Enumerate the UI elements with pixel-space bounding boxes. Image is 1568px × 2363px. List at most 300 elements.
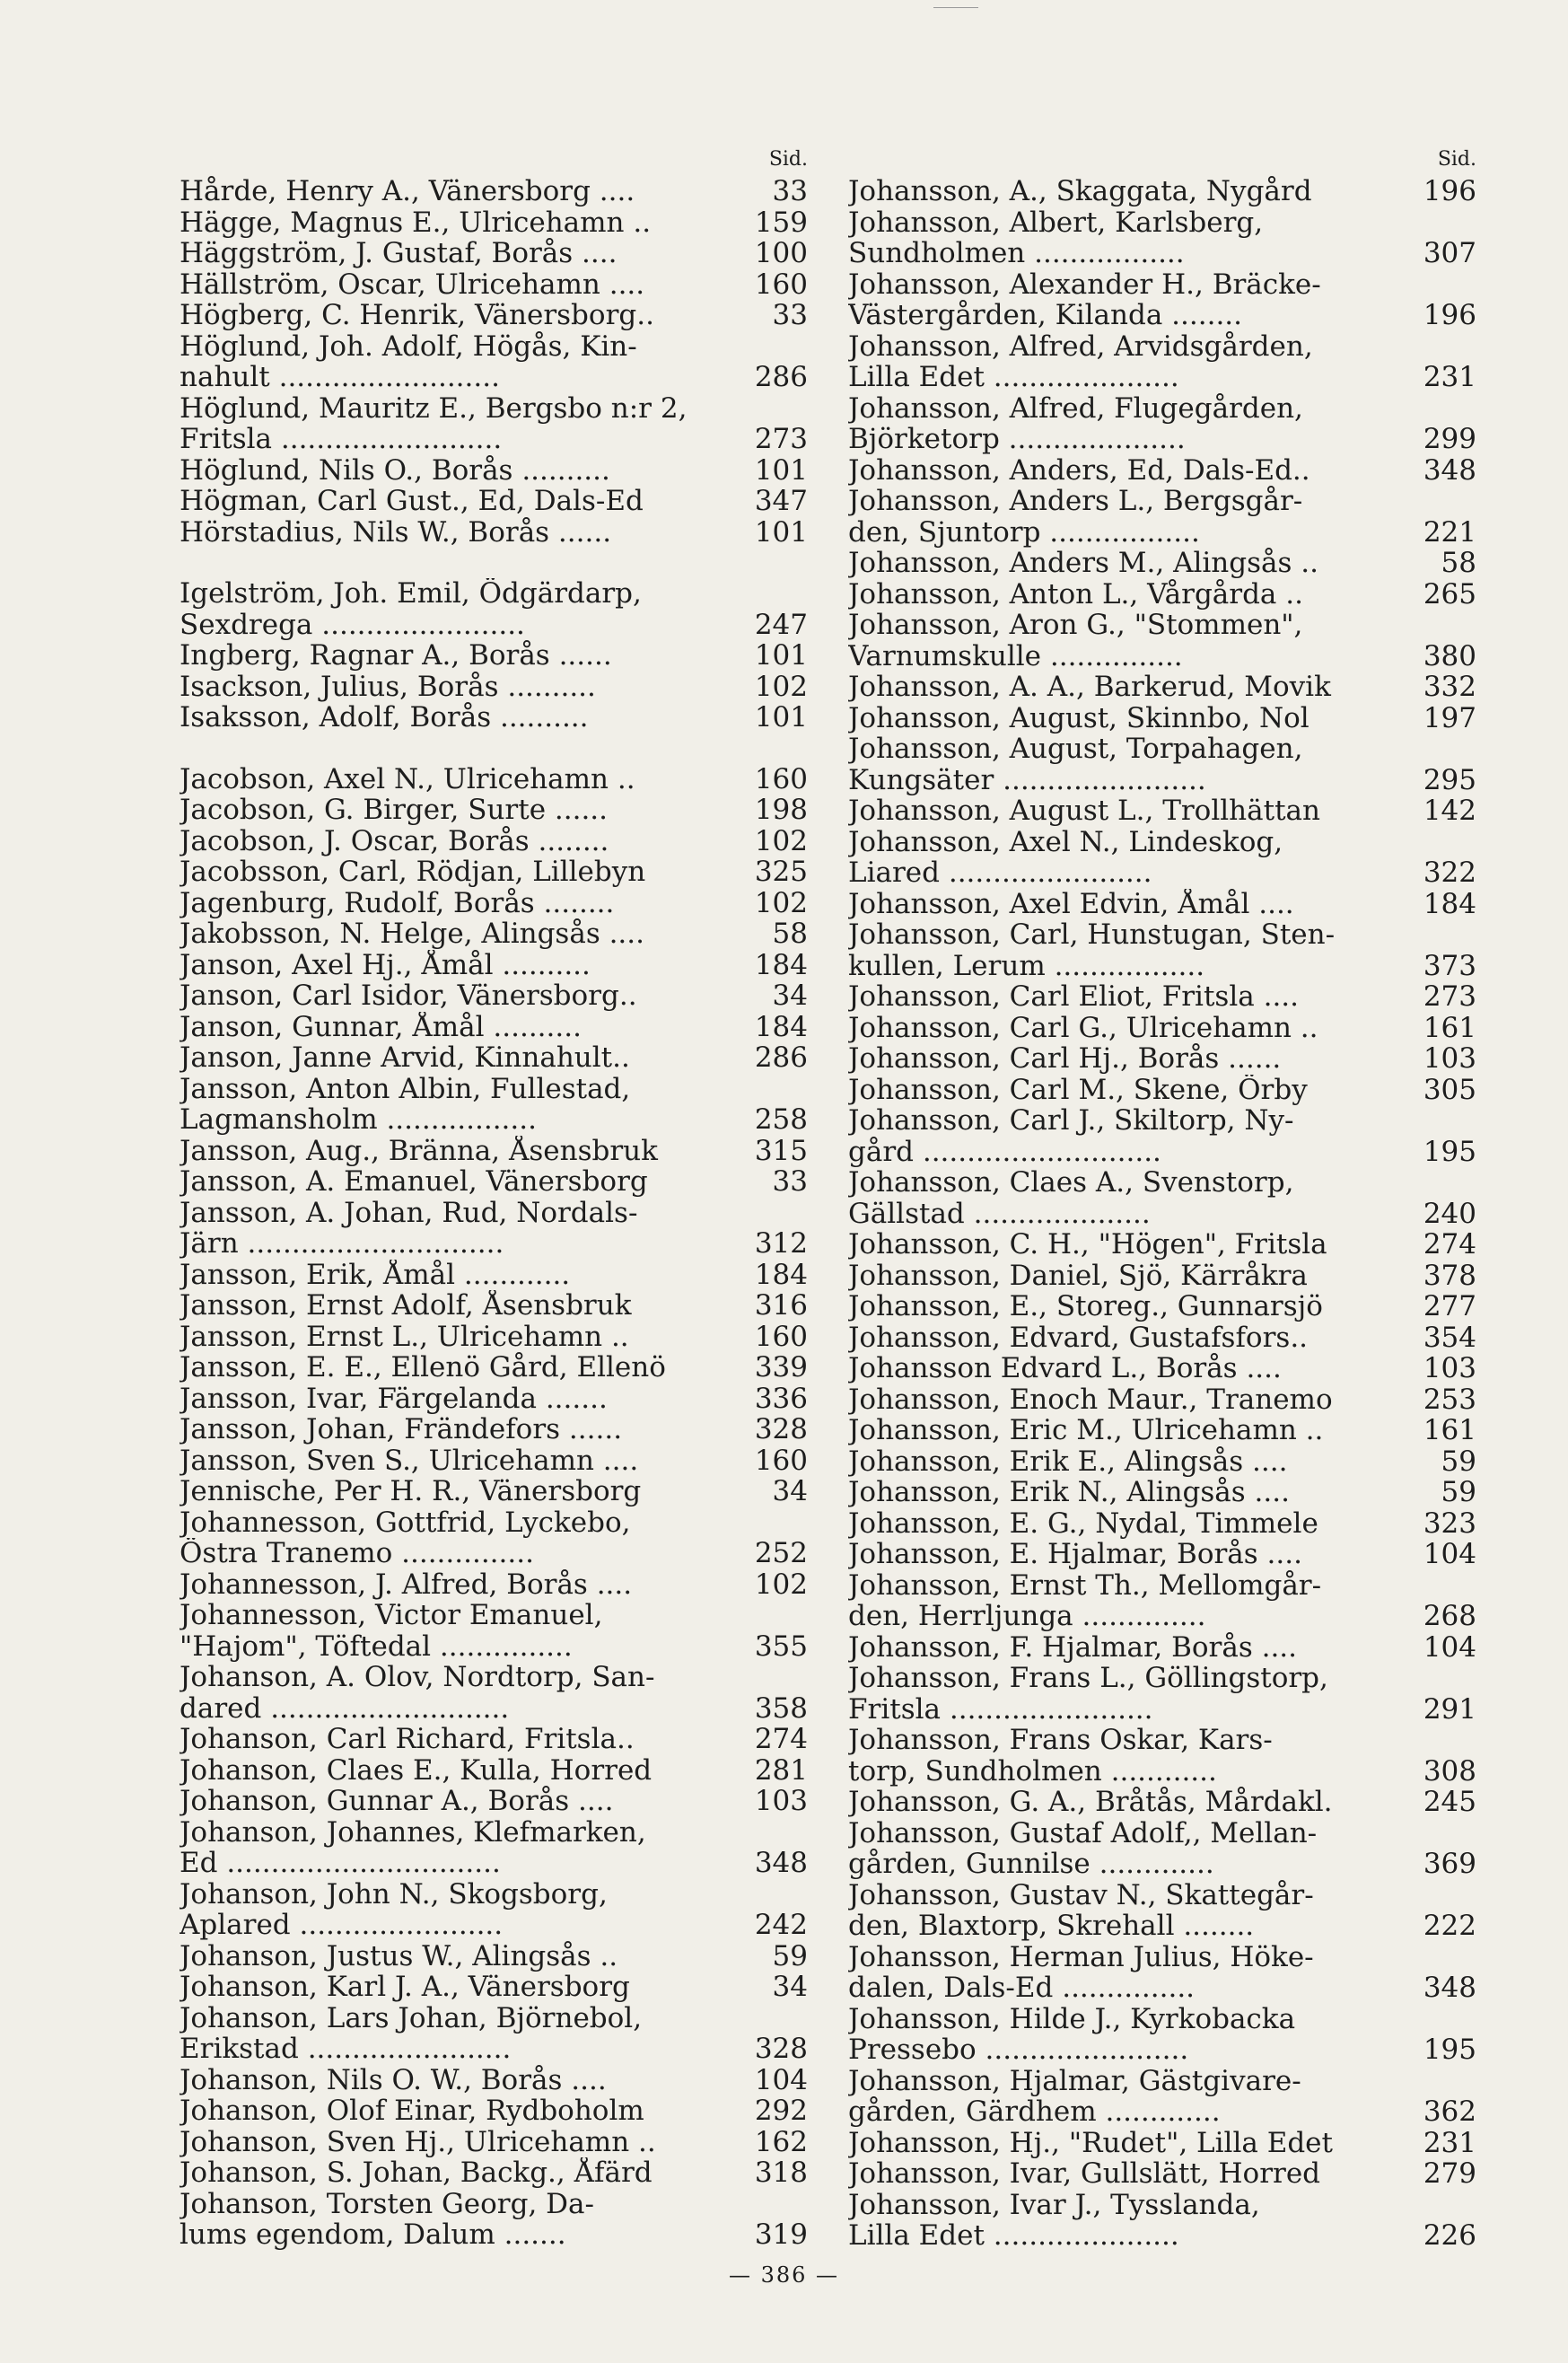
index-entry	[848, 857, 1476, 889]
entry-page-number: 279	[1423, 2157, 1476, 2190]
index-entry	[180, 2127, 808, 2158]
entry-name: Kungsäter .......................	[848, 764, 1206, 795]
entry-name: Johanson, Claes E., Kulla, Horred	[180, 1754, 653, 1786]
entry-name: Johansson, Anders, Ed, Dals-Ed..	[848, 454, 1310, 486]
index-entry	[848, 486, 1476, 517]
entry-name: Jansson, Erik, Åmål ............	[180, 1259, 571, 1290]
index-entry	[180, 1631, 808, 1663]
index-entry	[848, 238, 1476, 269]
entry-page-number: 358	[754, 1691, 808, 1725]
entry-page-number: 242	[754, 1909, 808, 1941]
index-entry	[848, 1322, 1476, 1354]
entry-name: Johanson, Karl J. A., Vänersborg	[180, 1972, 630, 2003]
entry-name: Johansson, Ernst Th., Mellomgår-	[848, 1569, 1322, 1601]
entry-name: Johanson, John N., Skogsborg,	[180, 1878, 608, 1910]
entry-page-number: 322	[1423, 856, 1476, 889]
index-entry	[848, 1075, 1476, 1106]
index-entry	[180, 1322, 808, 1353]
index-entry	[180, 826, 808, 857]
entry-page-number: 104	[1423, 1538, 1476, 1570]
index-entry	[848, 1570, 1476, 1602]
entry-name: Jansson, Johan, Frändefors ......	[180, 1414, 623, 1445]
entry-page-number: 231	[1423, 361, 1476, 393]
entry-name: "Hajom", Töftedal ...............	[180, 1630, 573, 1662]
entry-page-number: 103	[754, 1785, 808, 1817]
index-entry	[848, 1972, 1476, 2004]
entry-name: Johansson, Herman Julius, Höke-	[848, 1941, 1314, 1972]
entry-page-number: 103	[1423, 1042, 1476, 1075]
entry-name: Johansson, Alexander H., Bräcke-	[848, 268, 1321, 300]
index-entry	[848, 548, 1476, 579]
entry-name: Johansson, Erik N., Alingsås ....	[848, 1477, 1290, 1508]
entry-name: den, Herrljunga ..............	[848, 1601, 1206, 1632]
entry-page-number: 162	[754, 2125, 808, 2158]
entry-name: Gällstad ....................	[848, 1198, 1151, 1229]
entry-name: den, Sjuntorp .................	[848, 516, 1200, 548]
entry-name: Johansson, Albert, Karlsberg,	[848, 206, 1264, 238]
column-header-sid: Sid.	[1437, 148, 1476, 171]
entry-name: Johansson, E., Storeg., Gunnarsjö	[848, 1291, 1323, 1322]
entry-page-number: 258	[754, 1103, 808, 1136]
index-entry	[180, 238, 808, 269]
index-entry	[180, 207, 808, 239]
index-entry	[180, 640, 808, 672]
entry-name: Janson, Gunnar, Åmål ..........	[180, 1011, 582, 1042]
entry-page-number: 325	[754, 856, 808, 888]
index-entry	[848, 919, 1476, 951]
entry-page-number: 268	[1423, 1600, 1476, 1632]
entry-page-number: 362	[1423, 2095, 1476, 2128]
entry-page-number: 378	[1423, 1259, 1476, 1292]
index-entry	[848, 424, 1476, 455]
entry-page-number: 184	[754, 1010, 808, 1043]
index-entry	[180, 1136, 808, 1167]
index-entry	[180, 1012, 808, 1043]
entry-name: Liared .......................	[848, 857, 1152, 889]
index-entry	[180, 1476, 808, 1507]
index-entry	[180, 1724, 808, 1755]
entry-name: Johansson, Alfred, Arvidsgården,	[848, 330, 1313, 362]
entry-page-number: 369	[1423, 1848, 1476, 1880]
entry-page-number: 58	[1441, 547, 1476, 579]
index-entry	[848, 1632, 1476, 1664]
entry-name: Johanson, Johannes, Klefmarken,	[180, 1816, 646, 1848]
entry-page-number: 292	[754, 2095, 808, 2127]
entry-page-number: 380	[1423, 639, 1476, 672]
entry-page-number: 355	[754, 1630, 808, 1663]
entry-name: Jacobson, G. Birger, Surte ......	[180, 795, 609, 826]
entry-name: Johanson, Gunnar A., Borås ....	[180, 1786, 614, 1817]
index-entry	[180, 393, 808, 425]
entry-name: Johansson, A. A., Barkerud, Movik	[848, 672, 1331, 703]
index-entry	[848, 1013, 1476, 1044]
entry-name: Johansson, A., Skaggata, Nygård	[848, 176, 1312, 207]
entry-page-number: 101	[754, 639, 808, 672]
index-entry	[848, 1446, 1476, 1478]
index-column-right	[848, 144, 1476, 2252]
entry-name: Höglund, Joh. Adolf, Högås, Kin-	[180, 330, 637, 362]
entry-page-number: 247	[754, 608, 808, 641]
index-entry	[180, 300, 808, 331]
entry-page-number: 348	[1423, 453, 1476, 487]
entry-page-number: 316	[754, 1289, 808, 1322]
entry-page-number: 222	[1423, 1910, 1476, 1942]
index-entry	[848, 269, 1476, 301]
entry-page-number: 184	[1423, 887, 1476, 920]
entry-page-number: 195	[1423, 2034, 1476, 2066]
entry-name: Johanson, Carl Richard, Fritsla..	[180, 1724, 635, 1755]
index-column-left	[180, 144, 808, 2251]
entry-name: Jacobsson, Carl, Rödjan, Lillebyn	[180, 856, 646, 888]
index-entry	[180, 2003, 808, 2034]
entry-name: Johannesson, Gottfrid, Lyckebo,	[180, 1507, 631, 1538]
index-entry	[848, 2066, 1476, 2097]
entry-page-number: 184	[754, 1258, 808, 1291]
entry-name: Igelström, Joh. Emil, Ödgärdarp,	[180, 578, 642, 610]
entry-name: Jacobson, J. Oscar, Borås ........	[180, 825, 609, 856]
entry-name: Högberg, C. Henrik, Vänersborg..	[180, 300, 654, 331]
entry-name: dared ...........................	[180, 1692, 510, 1724]
entry-page-number: 339	[754, 1351, 808, 1384]
entry-page-number: 34	[772, 1971, 808, 2003]
entry-name: Ingberg, Ragnar A., Borås ......	[180, 640, 612, 672]
entry-page-number: 240	[1423, 1197, 1476, 1230]
index-entry	[180, 1414, 808, 1445]
entry-page-number: 104	[1423, 1630, 1476, 1664]
entry-page-number: 102	[754, 670, 808, 703]
entry-page-number: 161	[1423, 1011, 1476, 1044]
index-entry	[848, 331, 1476, 363]
entry-name: den, Blaxtorp, Skrehall ........	[848, 1911, 1255, 1942]
entry-name: Johansson, August, Torpahagen,	[848, 733, 1303, 765]
index-entry	[848, 455, 1476, 487]
index-entry	[848, 981, 1476, 1013]
index-entry	[848, 1137, 1476, 1168]
entry-page-number: 291	[1423, 1692, 1476, 1726]
entry-page-number: 286	[754, 361, 808, 393]
entry-name: Johansson, August, Skinnbo, Nol	[848, 702, 1310, 733]
entry-page-number: 101	[754, 701, 808, 733]
entry-page-number: 277	[1423, 1290, 1476, 1322]
entry-page-number: 33	[772, 175, 808, 207]
index-entry	[180, 424, 808, 455]
entry-page-number: 100	[754, 237, 808, 269]
index-entry	[848, 1787, 1476, 1818]
entry-page-number: 59	[772, 1939, 808, 1972]
index-entry	[180, 517, 808, 549]
entry-page-number: 102	[754, 1568, 808, 1601]
entry-name: Johanson, A. Olov, Nordtorp, San-	[180, 1662, 655, 1693]
entry-page-number: 281	[754, 1753, 808, 1787]
entry-name: Lilla Edet .....................	[848, 2220, 1179, 2252]
index-entry	[848, 951, 1476, 982]
entry-name: Johansson, F. Hjalmar, Borås ....	[848, 1631, 1298, 1663]
entry-name: Johansson, G. A., Bråtås, Mårdakl.	[848, 1787, 1333, 1818]
index-entry	[848, 1539, 1476, 1570]
entry-name: Janson, Carl Isidor, Vänersborg..	[180, 980, 637, 1012]
entry-page-number: 195	[1423, 1135, 1476, 1168]
index-entry	[848, 1694, 1476, 1726]
entry-name: Johanson, Sven Hj., Ulricehamn ..	[180, 2126, 656, 2157]
entry-page-number: 58	[772, 918, 808, 950]
index-entry	[848, 1818, 1476, 1849]
entry-name: Johansson, Carl, Hunstugan, Sten-	[848, 919, 1336, 951]
index-entry	[848, 1880, 1476, 1911]
entry-name: Johansson, C. H., "Högen", Fritsla	[848, 1229, 1327, 1261]
index-entry	[180, 1972, 808, 2003]
entry-name: Jansson, Aug., Bränna, Åsensbruk	[180, 1135, 658, 1166]
entry-page-number: 160	[754, 268, 808, 301]
entry-page-number: 198	[754, 794, 808, 826]
entry-name: Johansson, Axel N., Lindeskog,	[848, 826, 1283, 857]
index-entry	[180, 1662, 808, 1693]
entry-name: Västergården, Kilanda ........	[848, 300, 1243, 331]
index-entry	[180, 2065, 808, 2096]
index-entry	[180, 1198, 808, 1229]
index-entry	[848, 889, 1476, 920]
index-entry	[848, 1105, 1476, 1137]
entry-page-number: 373	[1423, 949, 1476, 982]
index-entry	[848, 1725, 1476, 1756]
entry-page-number: 33	[772, 1165, 808, 1198]
index-entry	[848, 579, 1476, 611]
index-entry	[848, 733, 1476, 765]
entry-name: Höglund, Nils O., Borås ..........	[180, 454, 610, 486]
entry-page-number: 323	[1423, 1507, 1476, 1540]
index-entry	[180, 1538, 808, 1569]
index-entry	[180, 1848, 808, 1879]
entry-page-number: 305	[1423, 1073, 1476, 1106]
entry-name: Jansson, Anton Albin, Fullestad,	[180, 1073, 631, 1104]
entry-page-number: 354	[1423, 1321, 1476, 1354]
index-entry	[180, 1817, 808, 1849]
entry-page-number: 347	[754, 485, 808, 517]
entry-name: Jansson, Ivar, Färgelanda .......	[180, 1383, 608, 1414]
entry-name: Jansson, Ernst L., Ulricehamn ..	[180, 1321, 629, 1352]
entry-name: Jacobson, Axel N., Ulricehamn ..	[180, 763, 635, 795]
index-entry	[848, 1261, 1476, 1292]
index-entry	[180, 702, 808, 733]
index-entry	[180, 980, 808, 1012]
index-entry	[848, 1043, 1476, 1075]
entry-name: lums egendom, Dalum .......	[180, 2219, 566, 2251]
index-entry	[180, 2034, 808, 2065]
index-entry	[180, 610, 808, 641]
index-entry	[848, 2158, 1476, 2190]
index-entry	[180, 1352, 808, 1384]
index-entry	[180, 1042, 808, 1074]
entry-name: Jagenburg, Rudolf, Borås ........	[180, 887, 615, 918]
entry-page-number: 328	[754, 2033, 808, 2065]
entry-page-number: 253	[1423, 1383, 1476, 1416]
entry-name: Fritsla .........................	[180, 424, 503, 455]
entry-page-number: 308	[1423, 1754, 1476, 1788]
entry-name: Johansson, Aron G., "Stommen",	[848, 610, 1303, 641]
entry-name: Johanson, Lars Johan, Björnebol,	[180, 2002, 643, 2034]
entry-page-number: 265	[1423, 577, 1476, 611]
index-entry	[180, 1879, 808, 1911]
entry-page-number: 348	[754, 1847, 808, 1879]
entry-name: Johansson, Carl Hj., Borås ......	[848, 1043, 1282, 1075]
entry-page-number: 103	[1423, 1352, 1476, 1384]
entry-name: Fritsla .......................	[848, 1693, 1153, 1725]
entry-name: Erikstad .......................	[180, 2034, 512, 2065]
index-entry	[180, 1755, 808, 1787]
entry-name: Lagmansholm .................	[180, 1104, 537, 1136]
index-entry	[848, 703, 1476, 734]
index-entry	[180, 455, 808, 487]
index-entry	[180, 2157, 808, 2189]
entry-name: Johansson, Anton L., Vårgårda ..	[848, 578, 1303, 610]
index-entry	[848, 362, 1476, 393]
entry-page-number: 102	[754, 824, 808, 857]
entry-name: Aplared .......................	[180, 1910, 504, 1941]
index-entry	[180, 1228, 808, 1260]
entry-name: Johansson, August L., Trollhättan	[848, 795, 1320, 827]
index-entry	[180, 331, 808, 363]
entry-name: Hägge, Magnus E., Ulricehamn ..	[180, 206, 652, 238]
entry-name: torp, Sundholmen ............	[848, 1755, 1217, 1787]
index-entry	[848, 1663, 1476, 1694]
index-entry	[848, 517, 1476, 549]
entry-page-number: 159	[754, 206, 808, 239]
index-entry	[180, 1910, 808, 1941]
entry-page-number: 299	[1423, 423, 1476, 455]
index-entry	[180, 950, 808, 981]
entry-name: Johansson, Claes A., Svenstorp,	[848, 1167, 1294, 1199]
entry-page-number: 274	[1423, 1228, 1476, 1261]
index-entry	[180, 764, 808, 795]
entry-name: Jansson, A. Johan, Rud, Nordals-	[180, 1197, 638, 1228]
entry-page-number: 307	[1423, 237, 1476, 269]
entry-name: Johansson, E. G., Nydal, Timmele	[848, 1507, 1318, 1539]
entry-page-number: 160	[754, 762, 808, 795]
index-entry	[848, 2190, 1476, 2221]
index-entry	[180, 2095, 808, 2127]
entry-name: dalen, Dals-Ed ...............	[848, 1972, 1196, 2004]
index-entry	[180, 1941, 808, 1972]
index-entry	[848, 1199, 1476, 1230]
entry-name: Johanson, Nils O. W., Borås ....	[180, 2064, 607, 2095]
entry-name: Östra Tranemo ...............	[180, 1538, 534, 1569]
entry-name: Johansson, Hilde J., Kyrkobacka	[848, 2003, 1296, 2034]
index-entry	[180, 1166, 808, 1198]
entry-page-number: 318	[754, 2157, 808, 2189]
entry-name: Johansson, Erik E., Alingsås ....	[848, 1445, 1288, 1477]
entry-page-number: 286	[754, 1041, 808, 1074]
index-entry	[180, 1384, 808, 1415]
entry-name: Varnumskulle ...............	[848, 640, 1183, 672]
entry-page-number: 33	[772, 299, 808, 331]
index-entry	[180, 918, 808, 950]
entry-name: Jansson, A. Emanuel, Vänersborg	[180, 1166, 648, 1198]
entry-page-number: 196	[1423, 175, 1476, 207]
entry-page-number: 226	[1423, 2219, 1476, 2252]
index-entry	[848, 1911, 1476, 1942]
index-entry	[180, 856, 808, 888]
entry-name: Johannesson, J. Alfred, Borås ....	[180, 1568, 633, 1600]
entry-name: Jakobsson, N. Helge, Alingsås ....	[180, 918, 644, 950]
index-entry	[180, 795, 808, 826]
entry-name: Björketorp ....................	[848, 424, 1186, 455]
index-entry	[180, 176, 808, 207]
index-entry	[848, 1601, 1476, 1632]
entry-page-number: 59	[1441, 1476, 1476, 1508]
entry-name: Johansson, Carl Eliot, Fritsla ....	[848, 981, 1300, 1013]
entry-name: Johansson, Anders M., Alingsås ..	[848, 548, 1318, 579]
index-entry	[180, 1445, 808, 1477]
entry-name: Johannesson, Victor Emanuel,	[180, 1600, 603, 1631]
entry-name: Janson, Janne Arvid, Kinnahult..	[180, 1042, 630, 1074]
entry-name: Jansson, Sven S., Ulricehamn ....	[180, 1445, 639, 1476]
entries-right	[848, 176, 1476, 2252]
entry-page-number: 160	[754, 1320, 808, 1353]
index-entry	[848, 765, 1476, 796]
index-entry	[180, 1290, 808, 1322]
entry-name: Johansson, Ivar J., Tysslanda,	[848, 2189, 1260, 2220]
entry-page-number: 312	[754, 1227, 808, 1260]
index-entry	[848, 672, 1476, 703]
entry-name: Johanson, S. Johan, Backg., Åfärd	[180, 2157, 653, 2189]
index-entry	[848, 610, 1476, 641]
entry-page-number: 245	[1423, 1786, 1476, 1818]
section-gap	[180, 733, 808, 764]
index-entry	[180, 1260, 808, 1291]
index-entry	[848, 827, 1476, 858]
entry-name: Johansson, Anders L., Bergsgår-	[848, 486, 1303, 517]
entry-name: Johansson, Carl G., Ulricehamn ..	[848, 1012, 1318, 1043]
entry-name: gården, Gärdhem .............	[848, 2096, 1221, 2128]
index-entry	[848, 393, 1476, 425]
entry-page-number: 315	[754, 1134, 808, 1167]
entry-name: Johansson, Hj., "Rudet", Lilla Edet	[848, 2127, 1333, 2158]
index-entry	[848, 1353, 1476, 1384]
entry-page-number: 231	[1423, 2126, 1476, 2159]
entry-name: Johansson, Ivar, Gullslätt, Horred	[848, 2158, 1321, 2190]
entry-name: Jansson, E. E., Ellenö Gård, Ellenö	[180, 1352, 666, 1384]
entry-name: Johansson, Axel Edvin, Åmål ....	[848, 888, 1294, 919]
index-entry	[848, 2034, 1476, 2066]
entry-name: Häggström, J. Gustaf, Borås ....	[180, 238, 618, 269]
entry-name: Sundholmen .................	[848, 238, 1185, 269]
entry-name: Högman, Carl Gust., Ed, Dals-Ed	[180, 486, 644, 517]
index-entry	[180, 2189, 808, 2220]
entry-page-number: 196	[1423, 299, 1476, 331]
entries-left	[180, 176, 808, 2251]
index-entry	[180, 888, 808, 919]
entry-name: Järn .............................	[180, 1228, 504, 1260]
entry-name: Johansson, Daniel, Sjö, Kärråkra	[848, 1260, 1308, 1291]
index-entry	[848, 1229, 1476, 1261]
entry-name: Johansson, Gustav N., Skattegår-	[848, 1879, 1314, 1911]
index-entry	[848, 1415, 1476, 1446]
entry-page-number: 336	[754, 1382, 808, 1415]
index-entry	[180, 1507, 808, 1539]
entry-page-number: 348	[1423, 1972, 1476, 2004]
index-entry	[848, 1167, 1476, 1199]
entry-page-number: 273	[754, 423, 808, 455]
entry-name: Hårde, Henry A., Vänersborg ....	[180, 176, 635, 207]
entry-name: Ed ...............................	[180, 1848, 501, 1879]
entry-name: Johansson, Frans Oskar, Kars-	[848, 1725, 1273, 1756]
index-entry	[848, 1384, 1476, 1416]
entry-name: Johanson, Olof Einar, Rydboholm	[180, 2095, 644, 2127]
entry-name: Sexdrega .......................	[180, 609, 525, 640]
index-entry	[180, 1104, 808, 1136]
entry-name: gården, Gunnilse .............	[848, 1849, 1214, 1880]
entry-page-number: 295	[1423, 763, 1476, 796]
entry-name: Hällström, Oscar, Ulricehamn ....	[180, 268, 645, 300]
